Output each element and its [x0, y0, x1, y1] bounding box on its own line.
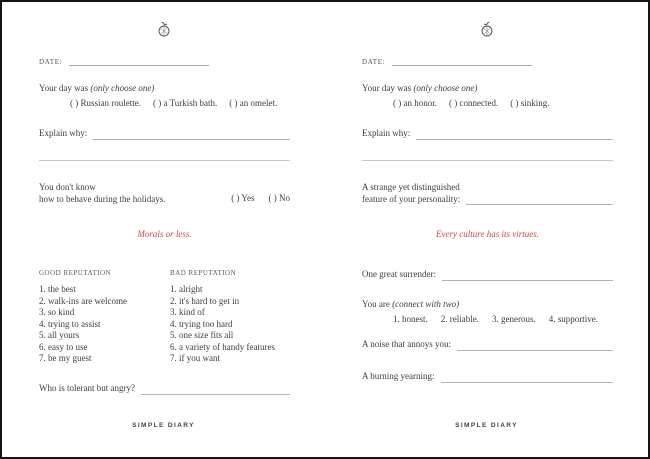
surrender-field — [362, 269, 613, 281]
day-question-text: Your day was — [39, 83, 91, 93]
noise-field — [362, 339, 613, 351]
list-item: 2. it's hard to get in — [170, 295, 240, 306]
list-item: 6. a variety of handy features — [170, 341, 275, 352]
reputation-lists — [39, 269, 290, 365]
list-item: 5. one size fits all — [170, 330, 234, 340]
date-field — [362, 57, 613, 66]
tolerant-angry-label: Who is tolerant but angry? — [39, 383, 135, 393]
noise-blank-line — [457, 342, 613, 351]
list-item: 4. trying to assist — [39, 318, 101, 329]
explain-blank-line — [93, 131, 290, 140]
you-are-text: You are — [362, 299, 393, 309]
two-page-spread — [2, 2, 648, 457]
list-item: 1. alright — [170, 284, 203, 294]
explain-blank-line — [416, 131, 613, 140]
personality-question-block — [362, 182, 613, 205]
no-option: ( ) No — [268, 192, 290, 203]
date-label: DATE: — [39, 58, 63, 66]
day-question-text: Your day was — [362, 83, 414, 93]
day-question-block — [362, 83, 613, 109]
red-quote: Morals or less. — [137, 229, 192, 239]
holidays-question-text — [39, 182, 231, 205]
holidays-question-line2: how to behave during the holidays. — [39, 193, 166, 204]
personality-line2: feature of your personality: — [362, 193, 461, 204]
explain-why-field — [39, 128, 290, 140]
yes-option: ( ) Yes — [231, 192, 255, 203]
date-blank-line — [392, 57, 532, 66]
personality-line1: A strange yet distinguished — [362, 182, 460, 192]
date-field — [39, 57, 290, 66]
holidays-question-line1: You don't know — [39, 182, 96, 192]
surrender-blank-line — [442, 272, 613, 281]
option-reliable: 2. reliable. — [440, 313, 479, 324]
continuation-blank-line — [39, 159, 290, 161]
list-item: 6. easy to use — [39, 341, 88, 352]
footer-brand: SIMPLE DIARY — [455, 422, 518, 429]
day-options — [362, 98, 613, 110]
list-item: 5. all yours — [39, 330, 80, 340]
day-question-block — [39, 83, 290, 109]
yearning-blank-line — [441, 374, 614, 383]
good-reputation-column — [39, 269, 170, 365]
day-question-line — [362, 83, 613, 95]
option-russian-roulette: ( ) Russian roulette. — [70, 97, 141, 108]
footer-brand: SIMPLE DIARY — [132, 422, 195, 429]
day-question-instruction: (only choose one) — [413, 83, 478, 93]
option-connected: ( ) connected. — [449, 97, 499, 108]
option-honest: 1. honest. — [393, 313, 428, 324]
fruit-icon — [2, 21, 325, 43]
tolerant-angry-blank-line — [141, 386, 290, 395]
option-generous: 3. generous. — [491, 313, 536, 324]
you-are-options — [362, 314, 613, 326]
tolerant-angry-field — [39, 383, 290, 395]
explain-why-field — [362, 128, 613, 140]
list-item: 3. kind of — [170, 307, 205, 317]
red-quote: Every culture has its virtues. — [436, 229, 539, 239]
explain-why-label: Explain why: — [362, 128, 411, 138]
holidays-question-block — [39, 182, 290, 205]
you-are-block — [362, 299, 613, 325]
fruit-icon — [325, 21, 648, 43]
day-question-instruction: (only choose one) — [90, 83, 155, 93]
right-page — [325, 2, 648, 457]
option-turkish-bath: ( ) a Turkish bath. — [153, 97, 218, 108]
yearning-label: A burning yearning: — [362, 371, 435, 381]
left-page — [2, 2, 325, 457]
personality-blank-line — [466, 196, 613, 205]
day-options — [39, 98, 290, 110]
yearning-field — [362, 371, 613, 383]
you-are-instruction: (connect with two) — [392, 299, 460, 309]
bad-reputation-column — [170, 269, 290, 365]
list-item: 7. be my guest — [39, 353, 92, 363]
option-omelet: ( ) an omelet. — [229, 97, 278, 108]
list-item: 1. the best — [39, 284, 76, 294]
date-label: DATE: — [362, 58, 386, 66]
date-blank-line — [69, 57, 209, 66]
continuation-blank-line — [362, 159, 613, 161]
list-item: 2. walk-ins are welcome — [39, 295, 127, 306]
list-item: 4. trying too hard — [170, 318, 233, 329]
option-an-honor: ( ) an honor. — [393, 97, 437, 108]
explain-why-label: Explain why: — [39, 128, 88, 138]
list-item: 7. if you want — [170, 353, 220, 363]
noise-label: A noise that annoys you: — [362, 339, 451, 349]
day-question-line — [39, 83, 290, 95]
good-reputation-header: GOOD REPUTATION — [39, 269, 112, 277]
surrender-label: One great surrender: — [362, 269, 436, 279]
list-item: 3. so kind — [39, 307, 75, 317]
you-are-line — [362, 299, 613, 311]
bad-reputation-header: BAD REPUTATION — [170, 269, 237, 277]
option-supportive: 4. supportive. — [548, 313, 598, 324]
option-sinking: ( ) sinking. — [510, 97, 550, 108]
yes-no-options — [231, 193, 290, 206]
